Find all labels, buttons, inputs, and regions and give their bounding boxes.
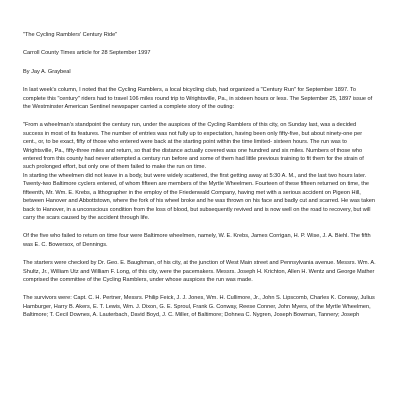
quote-paragraph: In starting the wheelmen did not leave in a body, but were widely scattered, the first getting away at 5:30 A. M., and the last two hours later. Twenty-two Baltimore cyclers entered, of whom fifteen are members of the Myrtle Wheelmen. Fourteen of these fifteen returned on time, the fifteenth, Mr. Wm. E. Krebs, a lithographer in the employ of the Friedenwald Company, having met with a serious accident on Pigeon Hill, between Hanover and Abbottstown, where the fork of his wheel broke and he was thrown on his face and badly cut and scarred. He was taken back to Hanover, in a unconscious condition from the loss of blood, but subsequently revived and is now well on the road to recovery, but will carry the scars caused by the accident through life. [23, 172, 375, 221]
article-source: Carroll County Times article for 28 September 1997 [23, 50, 151, 57]
body-paragraph: Of the five who failed to return on time four were Baltimore wheelmen, namely, W. E. Krebs, James Corrigan, H. P. Wise, J. A. Biehl. The fifth was E. C. Bowersox, of Dennings. [23, 233, 371, 248]
quote-paragraph: "From a wheelman's standpoint the century run, under the auspices of the Cycling Ramblers of this city, on Sunday last, was a decided success in most of its features. The number of entries was not fully up to expectation, having been only fifty-five, but about ninety-one per cent., or, to be exact, fifty of those who entered were back at the starting point within the time limited- sixteen hours. The run was to Wrightsville, Pa., fifty-three miles and return, so that the distance actually covered was one hundred and six miles. Numbers of those who entered from this county had never attempted a century run before and some of them had little previous training to fit them for the strain of such prolonged effort, but only one of them failed to make the run on time. [23, 122, 364, 171]
article-title: "The Cycling Ramblers' Century Ride" [23, 32, 118, 38]
article-byline: By Jay A. Graybeal [23, 68, 71, 75]
intro-paragraph: In last week's column, I noted that the Cycling Ramblers, a local bicycling club, had organized a "Century Run" for September 1897. To complete this "century" riders had to travel 106 miles round trip to Wrightsville, Pa., in sixteen hours or less. The September 25, 1897 issue of the Westminster American Sentinel newspaper carried a complete story of the outing: [23, 87, 373, 111]
body-paragraph: The starters were checked by Dr. Geo. E. Baughman, of his city, at the junction of West Main street and Pennsylvania avenue. Messrs. Wm. A. Shultz, Jr., William Utz and William F. Long, of this city, were the pacemakers. Messrs. Joseph H. Krichton, Allen H. Wentz and George Mather comprised the committee of the Cycling Ramblers, under whose auspices the run was made. [23, 260, 376, 283]
body-paragraph: The survivors were: Capt. C. H. Pertner, Messrs. Philip Feick, J. J. Jones, Wm. H. Cullimore, Jr., John S. Lipscomb, Charles K. Conway, Julius Hamburger, Harry B. Akers, E. T. Lewis, Wm. J. Dixon, G. E. Sproul, Frank G. Conway, Reese Conner, John Myers, of the Myrtle Wheelmen, Baltimore; T. Cecil Downes, A. Lauterbach, David Boyd, J. C. Miller, of Baltimore; Dohnea C. Nygren, Joseph Bowman, Tannery; Joseph [23, 295, 375, 319]
